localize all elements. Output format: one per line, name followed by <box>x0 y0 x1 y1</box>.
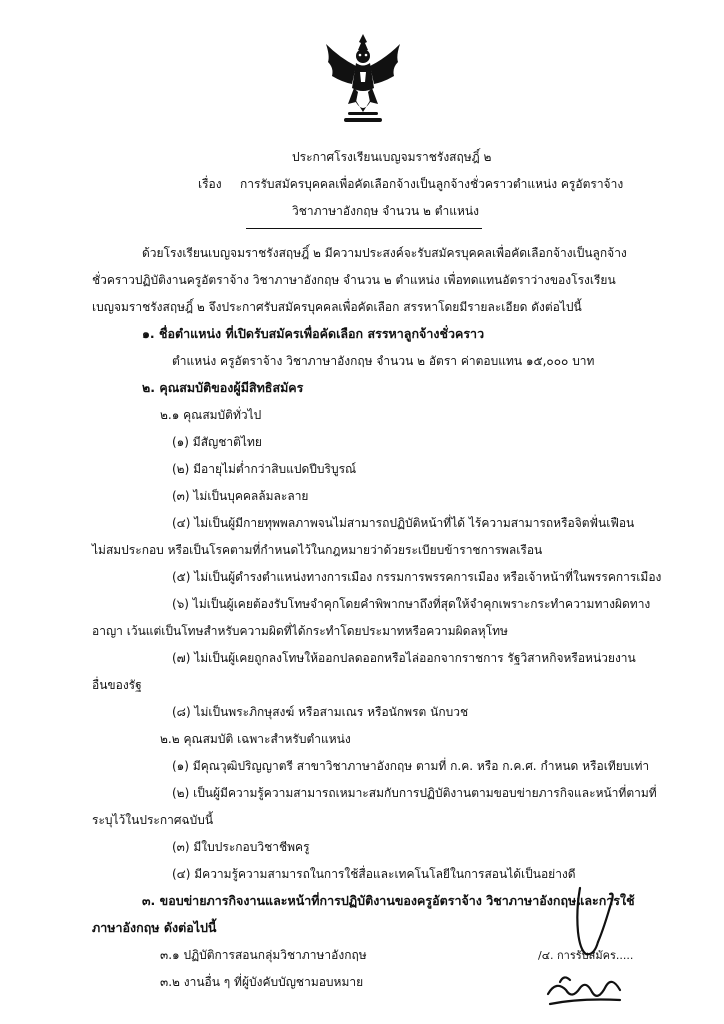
section-3-heading-continued: ภาษาอังกฤษ ดังต่อไปนี้ <box>92 920 217 935</box>
intro-line-1: ด้วยโรงเรียนเบญจมราชรังสฤษฎิ์ ๒ มีความประสงค์จะรับสมัครบุคคลเพื่อคัดเลือกจ้างเป็นลูกจ้าง <box>142 246 627 260</box>
list-item: (๑) มีสัญชาติไทย <box>172 435 262 449</box>
subject-label: เรื่อง <box>198 177 222 191</box>
list-item: (๓) มีใบประกอบวิชาชีพครู <box>172 840 310 854</box>
list-item: (๔) ไม่เป็นผู้มีกายทุพพลภาพจนไม่สามารถปฏิบัติหน้าที่ได้ ไร้ความสามารถหรือจิตฟั่นเฟือน <box>172 516 635 530</box>
continuation-note: /๔. การรับสมัคร..... <box>538 949 634 962</box>
section-2-heading: ๒. คุณสมบัติของผู้มีสิทธิสมัคร <box>142 380 304 395</box>
section-3-heading: ๓. ขอบข่ายภารกิจงานและหน้าที่การปฏิบัติงานของครูอัตราจ้าง วิชาภาษาอังกฤษและการใช้ <box>142 893 635 908</box>
list-item: (๑) มีคุณวุฒิปริญญาตรี สาขาวิชาภาษาอังกฤษ ตามที่ ก.ค. หรือ ก.ค.ศ. กำหนด หรือเทียบเท่า <box>172 759 650 773</box>
intro-line-2: ชั่วคราวปฏิบัติงานครูอัตราจ้าง วิชาภาษาอังกฤษ จำนวน ๒ ตำแหน่ง เพื่อทดแทนอัตราว่างของโรงเรียน <box>92 273 616 287</box>
announcement-title: ประกาศโรงเรียนเบญจมราชรังสฤษฎิ์ ๒ <box>292 150 492 164</box>
list-item: (๓) ไม่เป็นบุคคลล้มละลาย <box>172 489 309 503</box>
list-item: ๓.๑ ปฏิบัติการสอนกลุ่มวิชาภาษาอังกฤษ <box>160 948 367 962</box>
list-item-continued: อาญา เว้นแต่เป็นโทษสำหรับความผิดที่ได้กระทำโดยประมาทหรือความผิดลหุโทษ <box>92 624 508 638</box>
list-item-continued: ไม่สมประกอบ หรือเป็นโรคตามที่กำหนดไว้ในกฎหมายว่าด้วยระเบียบข้าราชการพลเรือน <box>92 543 543 557</box>
list-item: (๘) ไม่เป็นพระภิกษุสงฆ์ หรือสามเณร หรือนักพรต นักบวช <box>172 705 469 719</box>
signature-icon <box>520 870 670 1020</box>
intro-line-3: เบญจมราชรังสฤษฎิ์ ๒ จึงประกาศรับสมัครบุคคลเพื่อคัดเลือก สรรหาโดยมีรายละเอียด ดังต่อไปนี้ <box>92 300 582 314</box>
list-item: (๒) เป็นผู้มีความรู้ความสามารถเหมาะสมกับการปฏิบัติงานตามขอบข่ายภารกิจและหน้าที่ตามที่ <box>172 786 657 800</box>
list-item-continued: ระบุไว้ในประกาศฉบับนี้ <box>92 813 214 827</box>
list-item: (๗) ไม่เป็นผู้เคยถูกลงโทษให้ออกปลดออกหรือไล่ออกจากราชการ รัฐวิสาหกิจหรือหน่วยงาน <box>172 651 636 665</box>
subject-text-continued: วิชาภาษาอังกฤษ จำนวน ๒ ตำแหน่ง <box>292 204 479 218</box>
list-item-continued: อื่นของรัฐ <box>92 678 142 692</box>
list-item: (๔) มีความรู้ความสามารถในการใช้สื่อและเทคโนโลยีในการสอนได้เป็นอย่างดี <box>172 867 576 881</box>
list-item: (๕) ไม่เป็นผู้ดำรงตำแหน่งทางการเมือง กรรมการพรรคการเมือง หรือเจ้าหน้าที่ในพรรคการเมือง <box>172 570 662 584</box>
list-item: (๖) ไม่เป็นผู้เคยต้องรับโทษจำคุกโดยคำพิพากษาถึงที่สุดให้จำคุกเพราะกระทำความทางผิดทาง <box>172 597 651 611</box>
title-divider <box>246 228 482 229</box>
section-1-heading: ๑. ชื่อตำแหน่ง ที่เปิดรับสมัครเพื่อคัดเลือก สรรหาลูกจ้างชั่วคราว <box>142 326 485 341</box>
subject-text: การรับสมัครบุคคลเพื่อคัดเลือกจ้างเป็นลูกจ้างชั่วคราวตำแหน่ง ครูอัตราจ้าง <box>240 177 624 191</box>
list-item: ๓.๒ งานอื่น ๆ ที่ผู้บังคับบัญชามอบหมาย <box>160 975 364 989</box>
section-1-body: ตำแหน่ง ครูอัตราจ้าง วิชาภาษาอังกฤษ จำนวน ๒ อัตรา ค่าตอบแทน ๑๕,๐๐๐ บาท <box>172 354 595 368</box>
list-item: (๒) มีอายุไม่ต่ำกว่าสิบแปดปีบริบูรณ์ <box>172 462 357 476</box>
subsection-2-1-heading: ๒.๑ คุณสมบัติทั่วไป <box>160 408 262 422</box>
subsection-2-2-heading: ๒.๒ คุณสมบัติ เฉพาะสำหรับตำแหน่ง <box>160 732 351 746</box>
garuda-emblem-icon <box>322 32 404 128</box>
